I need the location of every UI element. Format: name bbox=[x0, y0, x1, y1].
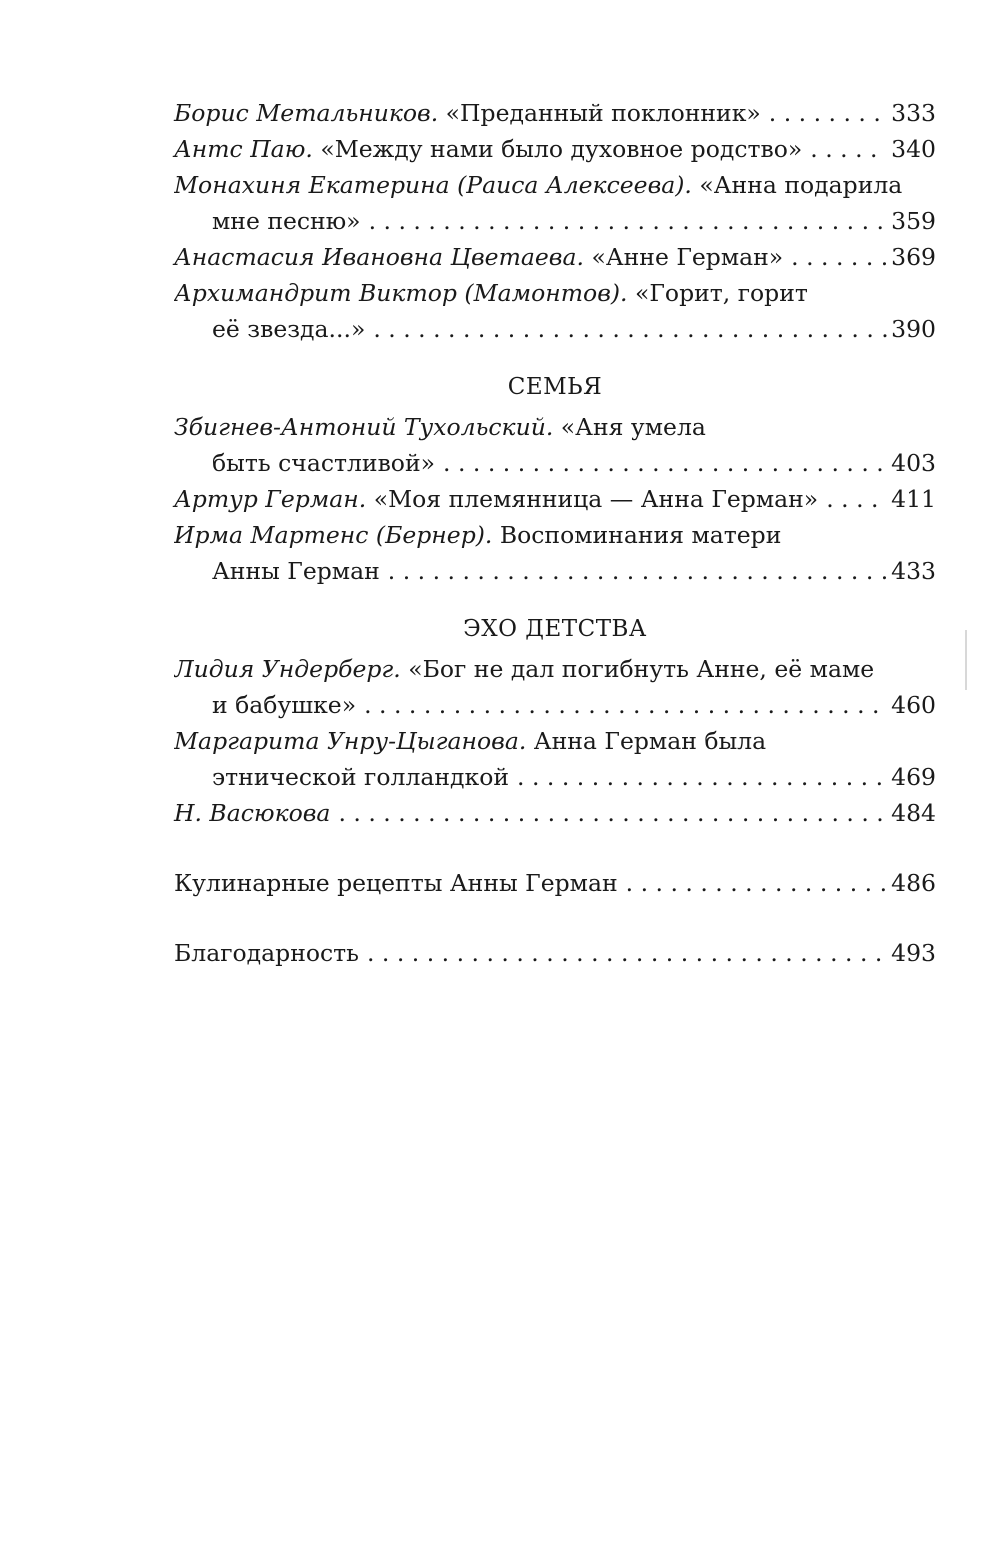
dot-leader bbox=[509, 759, 887, 795]
section-heading: ЭХО ДЕТСТВА bbox=[463, 616, 647, 642]
entry-title-continued: её звезда...» bbox=[212, 315, 366, 343]
entry-title: Кулинарные рецепты Анны Герман bbox=[174, 869, 618, 897]
toc-entry bbox=[174, 239, 936, 275]
toc-entry-recipes bbox=[174, 865, 936, 901]
toc-entry bbox=[174, 275, 936, 347]
toc-entry bbox=[174, 517, 936, 589]
section-heading: СЕМЬЯ bbox=[507, 374, 603, 400]
toc-entry bbox=[174, 723, 936, 795]
entry-author: Борис Метальников. bbox=[174, 99, 439, 127]
entry-author: Лидия Ундерберг. bbox=[174, 655, 401, 683]
entry-author: Збигнев-Антоний Тухольский. bbox=[174, 413, 554, 441]
entry-title: Благодарность bbox=[174, 939, 359, 967]
toc-entry-acknowledgements bbox=[174, 935, 936, 971]
entry-title-continued: и бабушке» bbox=[212, 691, 357, 719]
entry-page-number: 340 bbox=[891, 135, 936, 163]
entry-title-continued: быть счастливой» bbox=[212, 449, 435, 477]
table-of-contents bbox=[174, 95, 936, 971]
dot-leader bbox=[802, 131, 887, 167]
entry-page-number: 390 bbox=[891, 315, 936, 343]
toc-entry bbox=[174, 167, 936, 239]
dot-leader bbox=[818, 481, 887, 517]
entry-author: Архимандрит Виктор (Мамонтов). bbox=[174, 279, 628, 307]
entry-page-number: 411 bbox=[891, 485, 936, 513]
entry-title-continued: мне песню» bbox=[212, 207, 361, 235]
entry-title: «Преданный поклонник» bbox=[438, 99, 761, 127]
entry-title-continued: этнической голландкой bbox=[212, 763, 510, 791]
toc-entry bbox=[174, 131, 936, 167]
dot-leader bbox=[361, 203, 888, 239]
entry-page-number: 469 bbox=[891, 763, 936, 791]
entry-page-number: 486 bbox=[891, 869, 936, 897]
entry-title-continued: Анны Герман bbox=[212, 557, 380, 585]
toc-section bbox=[174, 95, 936, 347]
toc-entry bbox=[174, 795, 936, 831]
entry-title: «Моя племянница — Анна Герман» bbox=[366, 485, 819, 513]
dot-leader bbox=[435, 445, 887, 481]
entry-author: Маргарита Унру-Цыганова. bbox=[174, 727, 527, 755]
toc-entry bbox=[174, 651, 936, 723]
entry-author: Монахиня Екатерина (Раиса Алексеева). bbox=[174, 171, 692, 199]
entry-title: «Аня умела bbox=[553, 413, 706, 441]
entry-page-number: 359 bbox=[891, 207, 936, 235]
entry-page-number: 484 bbox=[891, 799, 936, 827]
entry-page-number: 403 bbox=[891, 449, 936, 477]
dot-leader bbox=[330, 795, 887, 831]
entry-page-number: 333 bbox=[891, 99, 936, 127]
toc-entry bbox=[174, 95, 936, 131]
dot-leader bbox=[761, 95, 887, 131]
toc-entry bbox=[174, 409, 936, 481]
entry-author: Антс Паю. bbox=[174, 135, 313, 163]
toc-section bbox=[174, 369, 936, 589]
entry-page-number: 433 bbox=[891, 557, 936, 585]
toc-section bbox=[174, 611, 936, 831]
dot-leader bbox=[365, 311, 887, 347]
entry-title: Воспоминания матери bbox=[492, 521, 782, 549]
scan-artifact bbox=[965, 630, 967, 690]
entry-page-number: 460 bbox=[891, 691, 936, 719]
dot-leader bbox=[618, 865, 888, 901]
entry-author: Ирма Мартенс (Бернер). bbox=[174, 521, 493, 549]
entry-author: Н. Васюкова bbox=[174, 799, 331, 827]
entry-title: Анна Герман была bbox=[526, 727, 767, 755]
dot-leader bbox=[359, 935, 887, 971]
dot-leader bbox=[783, 239, 887, 275]
entry-author: Артур Герман. bbox=[174, 485, 367, 513]
toc-entry bbox=[174, 481, 936, 517]
entry-title: «Анне Герман» bbox=[583, 243, 784, 271]
entry-page-number: 493 bbox=[891, 939, 936, 967]
entry-title: «Бог не дал погибнуть Анне, её маме bbox=[400, 655, 875, 683]
entry-title: «Между нами было духовное родство» bbox=[312, 135, 803, 163]
entry-author: Анастасия Ивановна Цветаева. bbox=[174, 243, 584, 271]
entry-page-number: 369 bbox=[891, 243, 936, 271]
entry-title: «Горит, горит bbox=[627, 279, 808, 307]
dot-leader bbox=[356, 687, 887, 723]
dot-leader bbox=[380, 553, 887, 589]
entry-title: «Анна подарила bbox=[691, 171, 903, 199]
